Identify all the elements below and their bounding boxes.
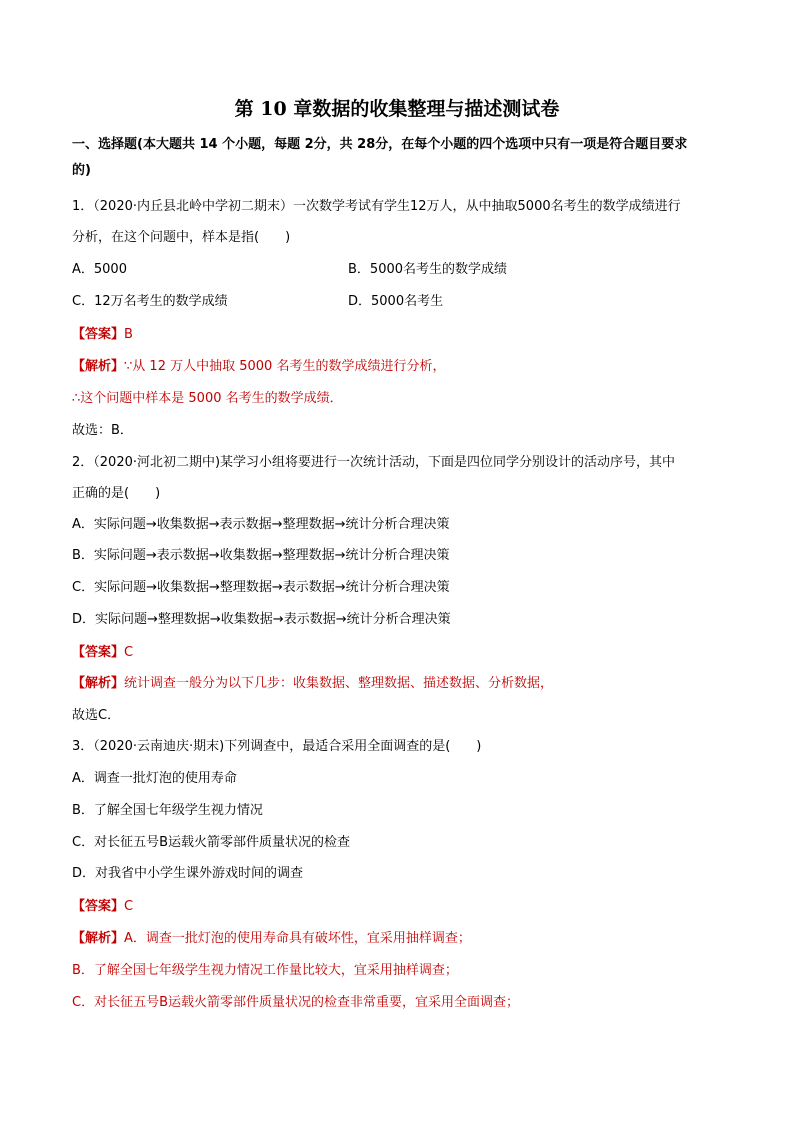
q3-answer xyxy=(72,897,133,917)
q3-stem: 3．（2020·云南迪庆·期末)下列调查中，最适合采用全面调查的是( ) xyxy=(72,739,482,754)
q3-analysis-line2: B．了解全国七年级学生视力情况工作量比较大，宜采用抽样调查； xyxy=(72,963,458,978)
section-heading-line1: 一、选择题(本大题共 14 个小题，每题 2分，共 28分，在每个小题的四个选项中只有一项是符合题目要求 xyxy=(72,137,688,152)
analysis-text: ∵从 12 万人中抽取 5000 名考生的数学成绩进行分析， xyxy=(124,359,446,374)
q1-stem-line2: 分析，在这个问题中，样本是指( ) xyxy=(72,230,291,245)
q1-answer xyxy=(72,325,133,345)
q2-stem-line1: 2．（2020·河北初二期中)某学习小组将要进行一次统计活动，下面是四位同学分别设计的活动序号，其中 xyxy=(72,455,676,470)
q3-option-a: A．调查一批灯泡的使用寿命 xyxy=(72,771,237,786)
q2-answer xyxy=(72,643,133,663)
analysis-label: 【解析】 xyxy=(72,676,125,691)
analysis-label: 【解析】 xyxy=(72,931,125,946)
q3-analysis-line3: C．对长征五号B运载火箭零部件质量状况的检查非常重要，宜采用全面调查； xyxy=(72,995,519,1010)
q1-stem-line1: 1．（2020·内丘县北岭中学初二期末）一次数学考试有学生12万人，从中抽取5000名考生的数学成绩进行 xyxy=(72,199,681,214)
analysis-text: 统计调查一般分为以下几步：收集数据、整理数据、描述数据、分析数据， xyxy=(124,676,554,691)
q3-analysis xyxy=(72,929,471,949)
page-title: 第 10 章数据的收集整理与描述测试卷 xyxy=(234,98,560,120)
q1-option-c: C．12万名考生的数学成绩 xyxy=(72,294,228,309)
answer-label: 【答案】 xyxy=(72,645,125,660)
q1-option-d: D．5000名考生 xyxy=(348,294,444,309)
q2-option-c: C．实际问题→收集数据→整理数据→表示数据→统计分析合理决策 xyxy=(72,580,450,595)
q3-option-b: B．了解全国七年级学生视力情况 xyxy=(72,803,263,818)
analysis-label: 【解析】 xyxy=(72,359,125,374)
q2-stem-line2: 正确的是( ) xyxy=(72,486,161,501)
answer-value: C xyxy=(124,645,134,660)
q2-analysis xyxy=(72,674,553,694)
answer-label: 【答案】 xyxy=(72,899,125,914)
q2-option-d: D．实际问题→整理数据→收集数据→表示数据→统计分析合理决策 xyxy=(72,612,451,627)
q2-option-a: A．实际问题→收集数据→表示数据→整理数据→统计分析合理决策 xyxy=(72,517,450,532)
q1-analysis xyxy=(72,357,445,377)
q1-option-b: B．5000名考生的数学成绩 xyxy=(348,262,508,277)
answer-value: B xyxy=(124,327,133,342)
q1-option-a: A．5000 xyxy=(72,262,127,277)
q1-conclusion: 故选：B． xyxy=(72,423,133,438)
q3-option-d: D．对我省中小学生课外游戏时间的调查 xyxy=(72,866,304,881)
q2-option-b: B．实际问题→表示数据→收集数据→整理数据→统计分析合理决策 xyxy=(72,548,450,563)
analysis-text: A．调查一批灯泡的使用寿命具有破坏性，宜采用抽样调查； xyxy=(124,931,471,946)
q1-analysis-line2: ∴这个问题中样本是 5000 名考生的数学成绩． xyxy=(72,391,343,406)
answer-value: C xyxy=(124,899,134,914)
section-heading-line2: 的) xyxy=(72,163,91,178)
q3-option-c: C．对长征五号B运载火箭零部件质量状况的检查 xyxy=(72,835,350,850)
answer-label: 【答案】 xyxy=(72,327,125,342)
q2-conclusion: 故选C． xyxy=(72,708,121,723)
